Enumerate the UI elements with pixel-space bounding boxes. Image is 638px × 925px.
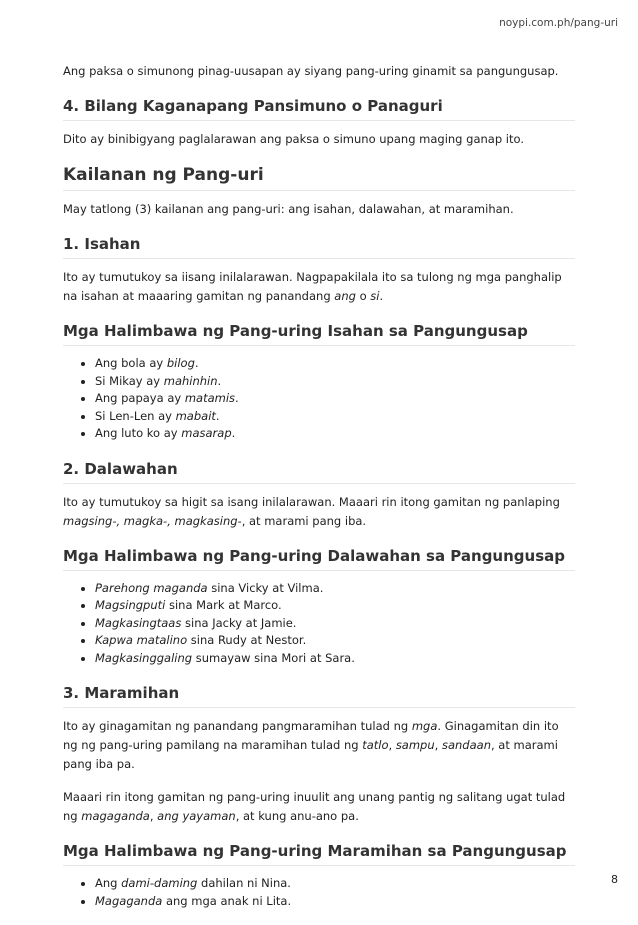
section-4-paragraph: Dito ay binibigyang paglalarawan ang paksa o simuno upang maging ganap ito. (63, 132, 524, 146)
list-item: • Magsingputi sina Mark at Marco. (95, 597, 575, 615)
section-4-heading: 4. Bilang Kaganapang Pansimuno o Panaguri (63, 95, 575, 121)
list-item: • Ang luto ko ay masarap. (95, 425, 575, 443)
kailanan-heading: Kailanan ng Pang-uri (63, 163, 575, 191)
maramihan-paragraph-1: Ito ay ginagamitan ng panandang pangmaramihan tulad ng mga. Ginagamitan din ito ng ng pang-uring pamilang na maramihan tulad ng tatlo, sampu, sandaan, at marami pang iba pa. (63, 719, 559, 771)
list-item: • Si Mikay ay mahinhin. (95, 373, 575, 391)
list-item: • Magaganda ang mga anak ni Lita. (95, 893, 575, 911)
maramihan-heading: 3. Maramihan (63, 682, 575, 708)
list-item: • Parehong maganda sina Vicky at Vilma. (95, 580, 575, 598)
kailanan-paragraph: May tatlong (3) kailanan ang pang-uri: ang isahan, dalawahan, at maramihan. (63, 202, 514, 216)
dalawahan-paragraph: Ito ay tumutukoy sa higit sa isang inilalarawan. Maaari rin itong gamitan ng panlaping magsing-, magka-, magkasing-, at marami pang iba. (63, 494, 560, 528)
list-item: • Magkasingtaas sina Jacky at Jamie. (95, 615, 575, 633)
list-item: • Si Len-Len ay mabait. (95, 408, 575, 426)
list-item: • Ang bola ay bilog. (95, 355, 575, 373)
isahan-paragraph: Ito ay tumutukoy sa iisang inilalarawan. Nagpapakilala ito sa tulong ng mga panghalip na isahan at maaaring gamitan ng panandang ang o si. (63, 270, 562, 303)
page-number: 8 (611, 873, 618, 886)
header-url: noypi.com.ph/pang-uri (499, 17, 618, 29)
list-item: • Ang papaya ay matamis. (95, 390, 575, 408)
dalawahan-examples-heading: Mga Halimbawa ng Pang-uring Dalawahan sa Pangungusap (63, 545, 575, 571)
list-item: • Ang dami-daming dahilan ni Nina. (95, 875, 575, 893)
list-item: • Magkasinggaling sumayaw sina Mori at Sara. (95, 650, 575, 668)
maramihan-examples-list (63, 875, 575, 910)
intro-paragraph: Ang paksa o simunong pinag-uusapan ay siyang pang-uring ginamit sa pangungusap. (63, 64, 559, 78)
maramihan-paragraph-2: Maaari rin itong gamitan ng pang-uring inuulit ang unang pantig ng salitang ugat tulad ng magaganda, ang yayaman, at kung anu-ano pa. (63, 790, 566, 823)
dalawahan-heading: 2. Dalawahan (63, 458, 575, 484)
isahan-examples-list (63, 355, 575, 443)
list-item: • Kapwa matalino sina Rudy at Nestor. (95, 632, 575, 650)
isahan-examples-heading: Mga Halimbawa ng Pang-uring Isahan sa Pangungusap (63, 320, 575, 346)
isahan-heading: 1. Isahan (63, 233, 575, 259)
dalawahan-examples-list (63, 580, 575, 668)
page-content (63, 62, 575, 925)
maramihan-examples-heading: Mga Halimbawa ng Pang-uring Maramihan sa Pangungusap (63, 840, 575, 866)
